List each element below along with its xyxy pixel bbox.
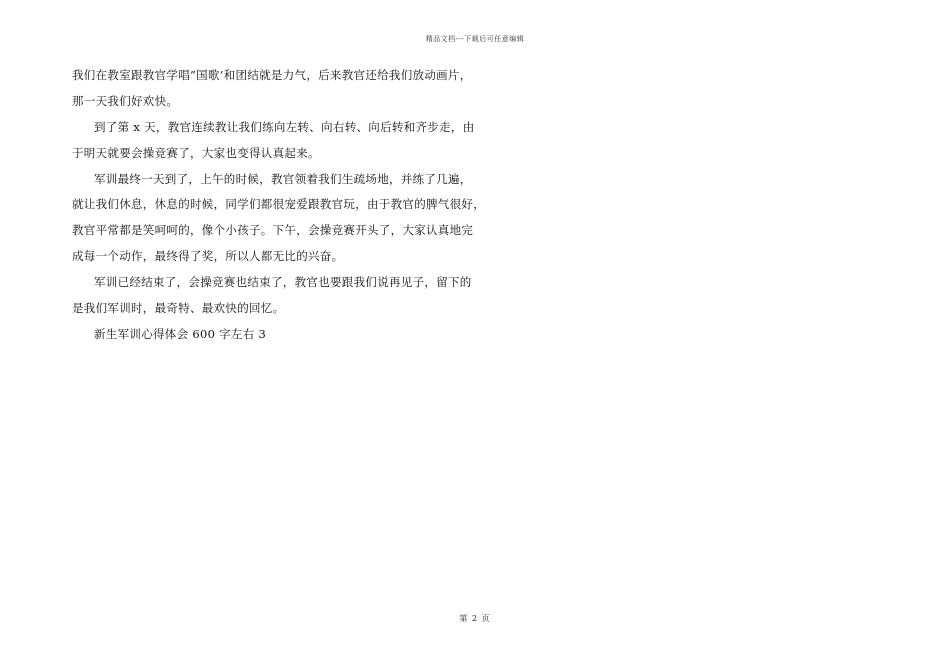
section-heading: 新生军训心得体会 600 字左右 3 xyxy=(94,326,267,341)
page-number: 第 2 页 xyxy=(459,614,491,623)
paragraph-line: 教官平常都是笑呵呵的，像个小孩子。下午，会操竞赛开头了，大家认真地完 xyxy=(72,223,474,238)
document-body xyxy=(72,65,485,350)
paragraph-line: 那一天我们好欢快。 xyxy=(72,93,179,108)
paragraph-line: 军训已经结束了，会操竞赛也结束了，教官也要跟我们说再见子，留下的 xyxy=(94,275,472,290)
paragraph-line: 是我们军训时，最奇特、最欢快的回忆。 xyxy=(72,301,285,316)
paragraph-line: 就让我们休息，休息的时候，同学们都很宠爱跟教官玩，由于教官的脾气很好， xyxy=(72,197,485,212)
paragraph-line: 成每一个动作，最终得了奖，所以人都无比的兴奋。 xyxy=(72,249,344,264)
paragraph-line: 我们在教室跟教官学唱”国歌’和团结就是力气，后来教官还给我们放动画片， xyxy=(72,68,472,82)
paragraph-line: 军训最终一天到了，上午的时候，教官领着我们生疏场地，并练了几遍， xyxy=(94,171,472,186)
paragraph-line: 于明天就要会操竞赛了，大家也变得认真起来。 xyxy=(72,145,320,160)
paragraph-line: 到了第 x 天，教官连续教让我们练向左转、向右转、向后转和齐步走，由 xyxy=(94,119,475,134)
header-note: 精品文档---下载后可任意编辑 xyxy=(425,35,525,43)
